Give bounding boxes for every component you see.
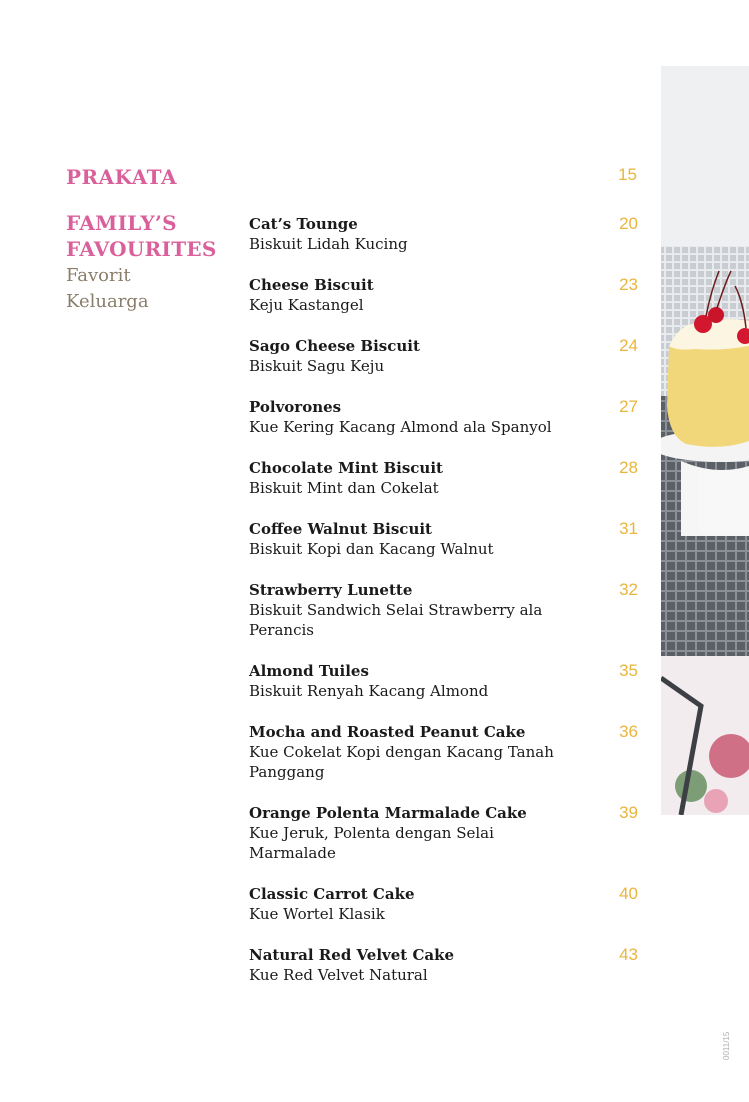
toc-entry[interactable] — [249, 945, 638, 985]
entry-page-number: 40 — [619, 884, 638, 903]
toc-entry[interactable] — [249, 661, 638, 701]
prakata-page-number: 15 — [618, 165, 637, 184]
page-code: 0011/15 — [722, 1031, 731, 1060]
entry-page-number: 23 — [619, 275, 638, 294]
entry-subtitle: Biskuit Sagu Keju — [249, 357, 385, 375]
entry-subtitle: Biskuit Lidah Kucing — [249, 235, 408, 253]
entry-subtitle: Kue Jeruk, Polenta dengan Selai Marmalade — [249, 824, 494, 862]
toc-entry[interactable] — [249, 884, 638, 924]
section-subtitle-line2: Keluarga — [66, 291, 149, 312]
entry-title: Strawberry Lunette — [249, 581, 413, 599]
entry-title: Classic Carrot Cake — [249, 885, 415, 903]
entry-subtitle: Biskuit Mint dan Cokelat — [249, 479, 439, 497]
entry-title: Natural Red Velvet Cake — [249, 946, 455, 964]
entry-subtitle: Biskuit Kopi dan Kacang Walnut — [249, 540, 494, 558]
entry-page-number: 36 — [619, 722, 638, 741]
entry-page-number: 31 — [619, 519, 638, 538]
toc-entry[interactable] — [249, 803, 638, 863]
entry-title: Mocha and Roasted Peanut Cake — [249, 723, 526, 741]
toc-entry[interactable] — [249, 214, 638, 254]
section-title-line1: FAMILY’S — [66, 211, 177, 235]
toc-entry[interactable] — [249, 458, 638, 498]
entry-subtitle: Keju Kastangel — [249, 296, 364, 314]
toc-entry[interactable] — [249, 275, 638, 315]
entry-subtitle: Kue Wortel Klasik — [249, 905, 385, 923]
entry-page-number: 43 — [619, 945, 638, 964]
section-subtitle — [66, 263, 236, 315]
entry-page-number: 24 — [619, 336, 638, 355]
toc-entry-list — [249, 214, 638, 1006]
toc-entry[interactable] — [249, 722, 638, 782]
entry-page-number: 28 — [619, 458, 638, 477]
entry-title: Coffee Walnut Biscuit — [249, 520, 432, 538]
entry-page-number: 32 — [619, 580, 638, 599]
entry-subtitle: Biskuit Sandwich Selai Strawberry ala Perancis — [249, 601, 543, 639]
prakata-heading: PRAKATA — [66, 165, 177, 189]
section-subtitle-line1: Favorit — [66, 265, 131, 286]
entry-title: Chocolate Mint Biscuit — [249, 459, 443, 477]
cake-photo — [661, 66, 749, 815]
entry-page-number: 35 — [619, 661, 638, 680]
entry-page-number: 27 — [619, 397, 638, 416]
entry-subtitle: Kue Cokelat Kopi dengan Kacang Tanah Panggang — [249, 743, 554, 781]
entry-title: Cat’s Tounge — [249, 215, 358, 233]
entry-title: Polvorones — [249, 398, 342, 416]
entry-title: Orange Polenta Marmalade Cake — [249, 804, 527, 822]
entry-title: Sago Cheese Biscuit — [249, 337, 420, 355]
entry-title: Cheese Biscuit — [249, 276, 374, 294]
entry-page-number: 20 — [619, 214, 638, 233]
section-title — [66, 210, 236, 262]
toc-entry[interactable] — [249, 397, 638, 437]
toc-entry[interactable] — [249, 580, 638, 640]
entry-subtitle: Kue Kering Kacang Almond ala Spanyol — [249, 418, 552, 436]
entry-title: Almond Tuiles — [249, 662, 369, 680]
toc-entry[interactable] — [249, 336, 638, 376]
section-title-line2: FAVOURITES — [66, 237, 217, 261]
toc-entry[interactable] — [249, 519, 638, 559]
entry-subtitle: Kue Red Velvet Natural — [249, 966, 428, 984]
entry-subtitle: Biskuit Renyah Kacang Almond — [249, 682, 489, 700]
entry-page-number: 39 — [619, 803, 638, 822]
